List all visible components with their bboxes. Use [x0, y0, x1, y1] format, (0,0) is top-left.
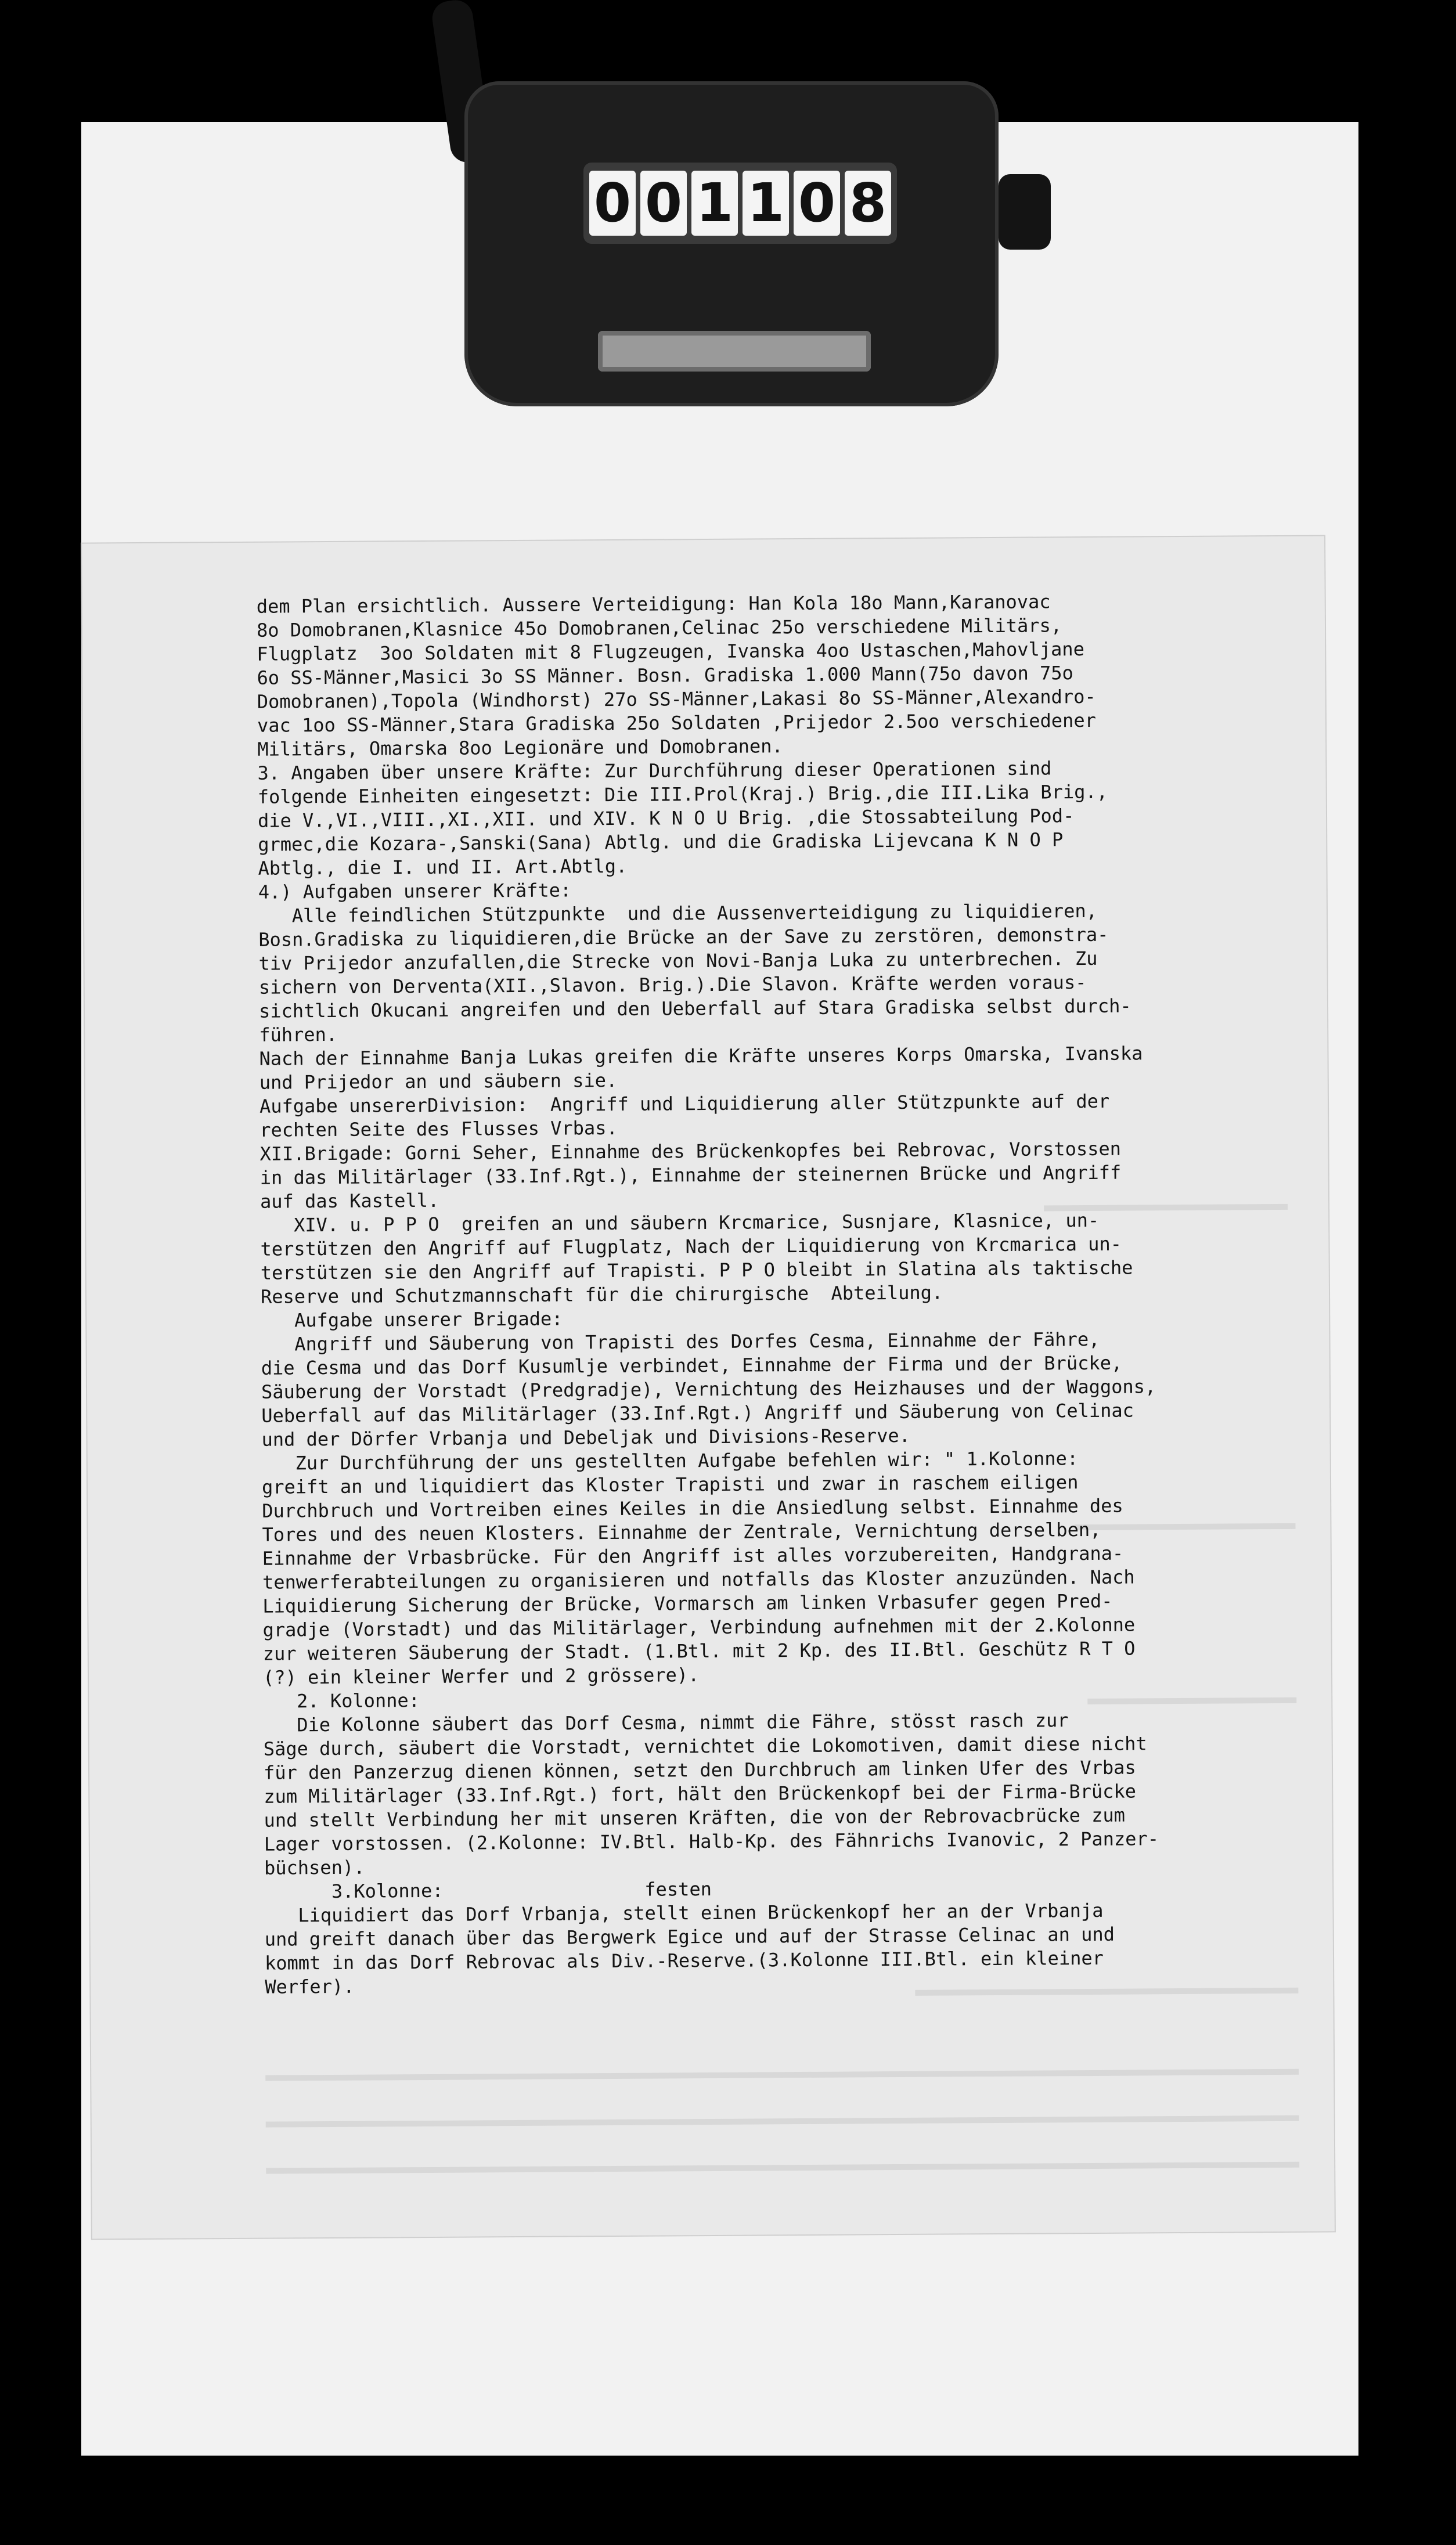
counter-digit: 8	[845, 171, 891, 236]
text-line: büchsen).	[264, 1856, 365, 1879]
text-line: grmec,die Kozara-,Sanski(Sana) Abtlg. und die Gradiska Lijevcana K N O P	[258, 828, 1064, 856]
counter-digit: 0	[640, 171, 687, 236]
text-line: Lager vorstossen. (2.Kolonne: IV.Btl. Halb-Kp. des Fähnrichs Ivanovic, 2 Panzer-	[264, 1827, 1159, 1855]
text-line: folgende Einheiten eingesetzt: Die III.Prol(Kraj.) Brig.,die III.Lika Brig.,	[257, 780, 1108, 808]
text-line: zum Militärlager (33.Inf.Rgt.) fort, hält den Brückenkopf bei der Firma-Brücke	[264, 1780, 1137, 1808]
text-line: und der Dörfer Vrbanja und Debeljak und Divisions-Reserve.	[261, 1424, 911, 1451]
text-line: Flugplatz 3oo Soldaten mit 8 Flugzeugen, Ivanska 4oo Ustaschen,Mahovljane	[257, 638, 1085, 665]
text-line: terstützen sie den Angriff auf Trapisti. P P O bleibt in Slatina als taktische	[260, 1256, 1133, 1284]
text-line: Domobranen),Topola (Windhorst) 27o SS-Männer,Lakasi 8o SS-Männer,Alexandro-	[257, 685, 1096, 713]
text-line: 4.) Aufgaben unserer Kräfte:	[258, 879, 572, 903]
text-line: Angriff und Säuberung von Trapisti des Dorfes Cesma, Einnahme der Fähre,	[261, 1328, 1100, 1356]
text-line: tenwerferabteilungen zu organisieren und notfalls das Kloster anzuzünden. Nach	[262, 1566, 1135, 1594]
typewritten-body	[257, 589, 1322, 1999]
text-line: die V.,VI.,VIII.,XI.,XII. und XIV. K N O U Brig. ,die Stossabteilung Pod-	[257, 805, 1075, 832]
text-line: führen.	[259, 1023, 338, 1046]
text-line: Bosn.Gradiska zu liquidieren,die Brücke an der Save zu zerstören, demonstra-	[258, 923, 1109, 951]
text-line: Abtlg., die I. und II. Art.Abtlg.	[258, 855, 628, 879]
text-line: Nach der Einnahme Banja Lukas greifen die Kräfte unseres Korps Omarska, Ivanska	[259, 1042, 1143, 1070]
text-line: 6o SS-Männer,Masici 3o SS Männer. Bosn. Gradiska 1.000 Mann(75o davon 75o	[257, 662, 1073, 689]
text-line: auf das Kastell.	[260, 1189, 439, 1213]
text-line: Säge durch, säubert die Vorstadt, vernichtet die Lokomotiven, damit diese nicht	[263, 1732, 1147, 1760]
text-line: 3.Kolonne: festen	[264, 1877, 712, 1903]
text-line: 2. Kolonne:	[263, 1689, 420, 1713]
counter-knob	[999, 174, 1051, 250]
text-line: tiv Prijedor anzufallen,die Strecke von Novi-Banja Luka zu unterbrechen. Zu	[258, 947, 1098, 975]
text-line: (?) ein kleiner Werfer und 2 grössere).	[262, 1664, 700, 1689]
text-line: vac 1oo SS-Männer,Stara Gradiska 25o Soldaten ,Prijedor 2.5oo verschiedener	[257, 709, 1097, 737]
text-line: gradje (Vorstadt) und das Militärlager, Verbindung aufnehmen mit der 2.Kolonne	[262, 1613, 1136, 1641]
text-line: und stellt Verbindung her mit unseren Kräften, die von der Rebrovacbrücke zum	[264, 1804, 1126, 1832]
text-line: Tores und des neuen Klosters. Einnahme der Zentrale, Vernichtung derselben,	[262, 1518, 1101, 1546]
text-line: für den Panzerzug dienen können, setzt den Durchbruch am linken Ufer des Vrbas	[263, 1756, 1136, 1784]
text-line: XII.Brigade: Gorni Seher, Einnahme des Brückenkopfes bei Rebrovac, Vorstossen	[260, 1137, 1122, 1165]
text-line: die Cesma und das Dorf Kusumlje verbindet, Einnahme der Firma und der Brücke,	[261, 1351, 1123, 1379]
text-line: Alle feindlichen Stützpunkte und die Aussenverteidigung zu liquidieren,	[258, 899, 1098, 927]
text-line: greift an und liquidiert das Kloster Trapisti und zwar in raschem eiligen	[261, 1471, 1079, 1498]
text-line: XIV. u. P P O greifen an und säubern Krcmarice, Susnjare, Klasnice, un-	[260, 1209, 1100, 1237]
text-line: sichtlich Okucani angreifen und den Ueberfall auf Stara Gradiska selbst durch-	[258, 994, 1131, 1022]
text-line: Einnahme der Vrbasbrücke. Für den Angriff ist alles vorzubereiten, Handgrana-	[262, 1542, 1124, 1570]
text-line: Militärs, Omarska 8oo Legionäre und Domobranen.	[257, 735, 783, 760]
text-line: zur weiteren Säuberung der Stadt. (1.Btl. mit 2 Kp. des II.Btl. Geschütz R T O	[262, 1637, 1136, 1665]
text-line: Durchbruch und Vortreiben eines Keiles in die Ansiedlung selbst. Einnahme des	[262, 1494, 1123, 1522]
text-line: und Prijedor an und säubern sie.	[259, 1069, 618, 1094]
text-line: terstützen den Angriff auf Flugplatz, Nach der Liquidierung von Krcmarica un-	[260, 1232, 1122, 1260]
text-line: und greift danach über das Bergwerk Egice und auf der Strasse Celinac an und	[264, 1923, 1115, 1951]
counter-nameplate	[598, 331, 871, 372]
text-line: sichern von Derventa(XII.,Slavon. Brig.).Die Slavon. Kräfte werden voraus-	[258, 971, 1087, 998]
text-line: Liquidiert das Dorf Vrbanja, stellt einen Brückenkopf her an der Vrbanja	[264, 1899, 1104, 1927]
counter-digit-window	[583, 163, 897, 244]
text-line: Säuberung der Vorstadt (Predgradje), Vernichtung des Heizhauses und der Waggons,	[261, 1375, 1156, 1403]
text-line: Aufgabe unsererDivision: Angriff und Liquidierung aller Stützpunkte auf der	[259, 1090, 1110, 1118]
counter-digit: 1	[743, 171, 789, 236]
text-line: Liquidierung Sicherung der Brücke, Vormarsch am linken Vrbasufer gegen Pred-	[262, 1589, 1113, 1617]
text-line: Werfer).	[265, 1975, 355, 1998]
text-line: 8o Domobranen,Klasnice 45o Domobranen,Celinac 25o verschiedene Militärs,	[256, 614, 1062, 641]
text-line: 3. Angaben über unsere Kräfte: Zur Durchführung dieser Operationen sind	[257, 757, 1052, 784]
counter-digit: 1	[691, 171, 738, 236]
bleed-through-line	[266, 2115, 1299, 2128]
text-line: kommt in das Dorf Rebrovac als Div.-Reserve.(3.Kolonne III.Btl. ein kleiner	[264, 1946, 1104, 1974]
text-line: in das Militärlager (33.Inf.Rgt.), Einnahme der steinernen Brücke und Angriff	[260, 1161, 1122, 1189]
text-line: Zur Durchführung der uns gestellten Aufgabe befehlen wir: " 1.Kolonne:	[261, 1447, 1079, 1475]
text-line: Aufgabe unserer Brigade:	[261, 1307, 563, 1332]
text-line: Die Kolonne säubert das Dorf Cesma, nimmt die Fähre, stösst rasch zur	[263, 1709, 1069, 1736]
text-line: Ueberfall auf das Militärlager (33.Inf.Rgt.) Angriff und Säuberung von Celinac	[261, 1399, 1134, 1427]
counter-digit: 0	[794, 171, 840, 236]
bleed-through-line	[266, 2162, 1299, 2174]
text-line: Reserve und Schutzmannschaft für die chirurgische Abteilung.	[260, 1281, 943, 1308]
counter-digit: 0	[589, 171, 636, 236]
document-page	[82, 536, 1335, 2238]
frame-counter-device	[464, 81, 999, 406]
text-line: dem Plan ersichtlich. Aussere Verteidigung: Han Kola 18o Mann,Karanovac	[256, 590, 1051, 618]
bleed-through-line	[265, 2069, 1299, 2081]
text-line: rechten Seite des Flusses Vrbas.	[260, 1116, 618, 1141]
